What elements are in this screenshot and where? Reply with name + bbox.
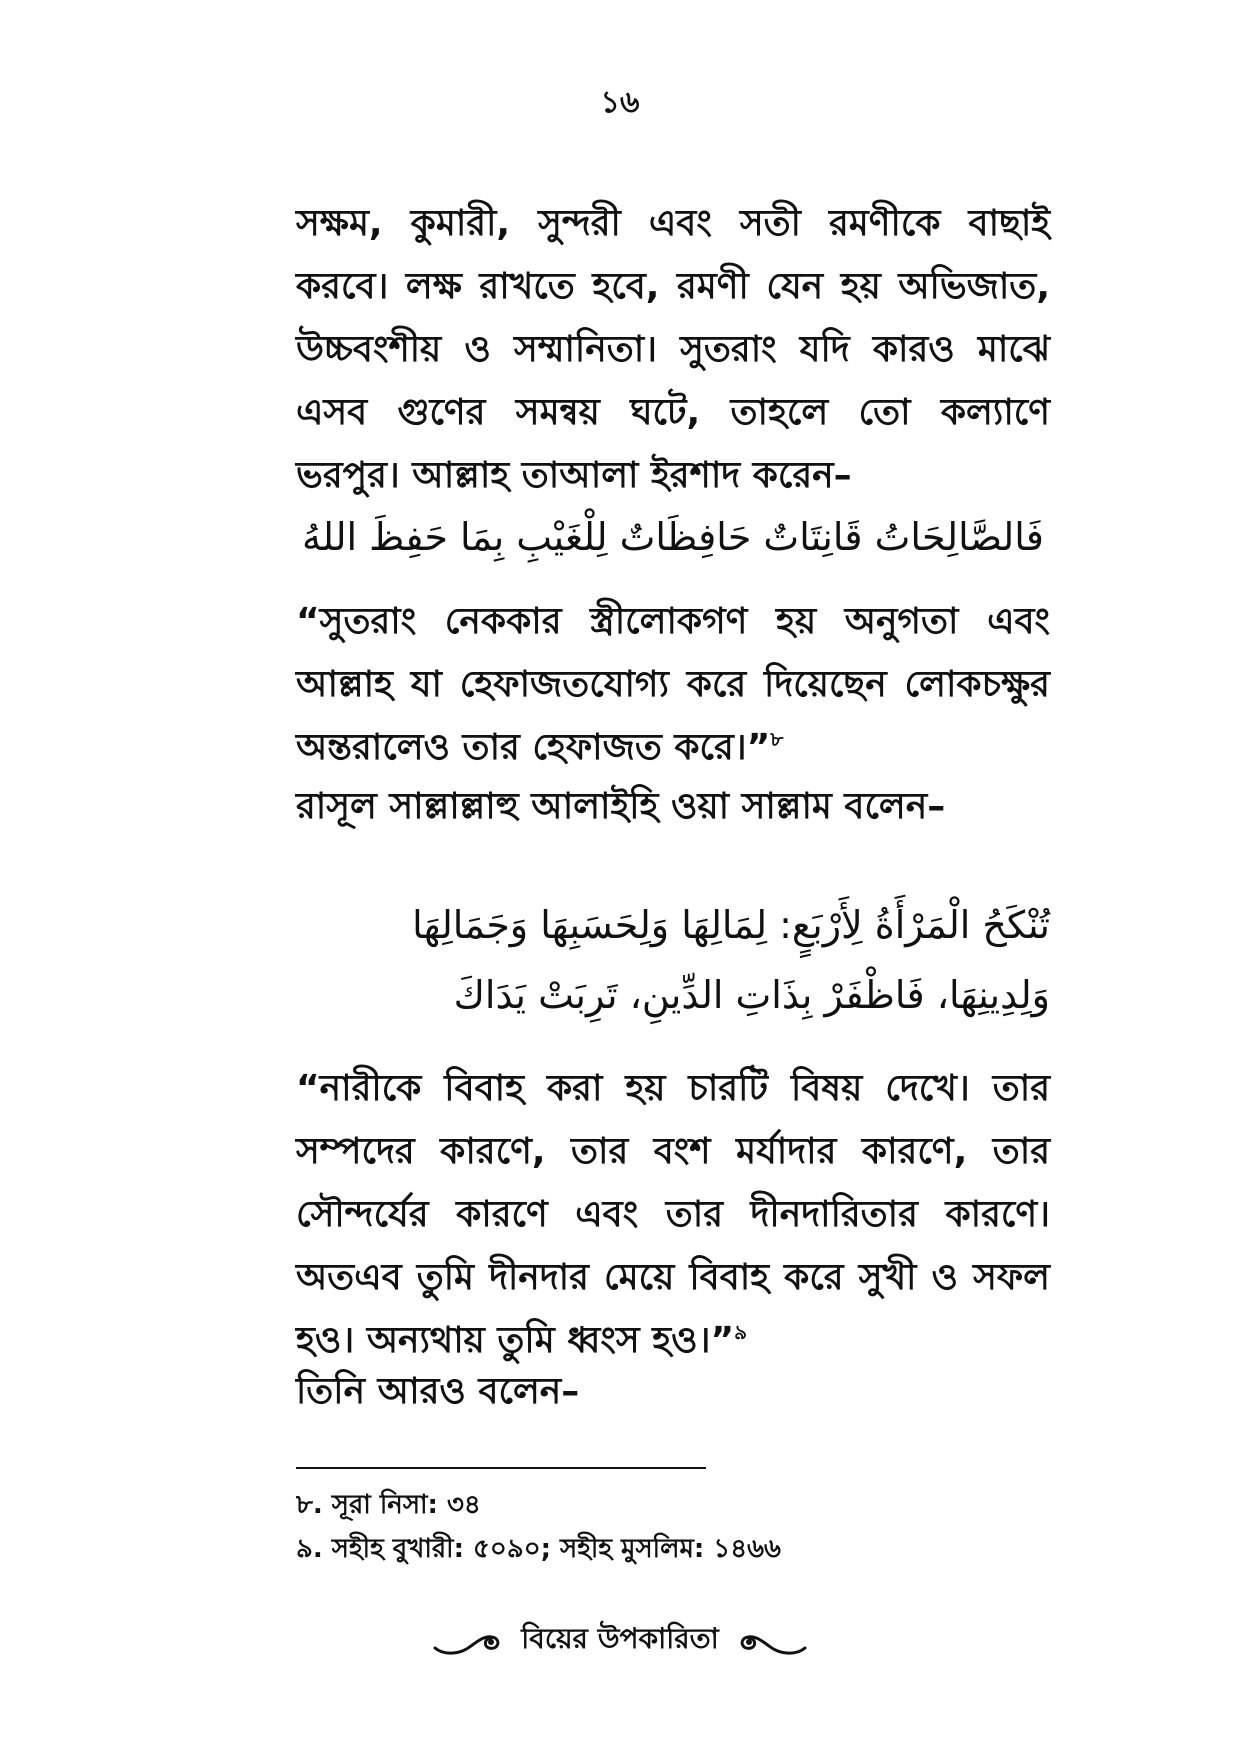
paragraph-intro: সক্ষম, কুমারী, সুন্দরী এবং সতী রমণীকে বাছাই করবে। লক্ষ রাখতে হবে, রমণী যেন হয় অভিজাত, উচ্চবংশীয় ও সম্মানিতা। সুতরাং যদি কারও মাঝে এসব গুণের সমন্বয় ঘটে, তাহলে তো কল্যাণে ভরপুর। আল্লাহ তাআলা ইরশাদ করেন–	[296, 203, 1050, 496]
footer-title: বিয়ের উপকারিতা	[521, 1622, 719, 1655]
hadith-translation-text: “নারীকে বিবাহ করা হয় চারটি বিষয় দেখে। তার সম্পদের কারণে, তার বংশ মর্যাদার কারণে, তার সৌন্দর্যের কারণে এবং তার দীনদারিতার কারণে। অতএব তুমি দীনদার মেয়ে বিবাহ করে সুখী ও সফল হও। অন্যথায় তুমি ধ্বংস হও।”	[296, 1068, 1050, 1361]
page-number: ১৬	[600, 85, 640, 120]
ornament-scroll-icon	[431, 1624, 501, 1658]
arabic-verse-quran: فَالصَّالِحَاتُ قَانِتَاتٌ حَافِظَاتٌ لِلْغَيْبِ بِمَا حَفِظَ اللهُ	[302, 515, 1044, 559]
footnote-marker-9: ৯	[734, 1320, 748, 1344]
verse-translation-text: “সুতরাং নেককার স্ত্রীলোকগণ হয় অনুগতা এবং আল্লাহ যা হেফাজতযোগ্য করে দিয়েছেন লোকচক্ষুর অন্তরালেও তার হেফাজত করে।”	[296, 601, 1050, 768]
ornament-scroll-icon	[739, 1624, 809, 1658]
footnote-divider	[296, 1467, 706, 1469]
paragraph-hadith-translation	[296, 1057, 1050, 1372]
paragraph-hadith-intro: রাসূল সাল্লাল্লাহু আলাইহি ওয়া সাল্লাম বলেন–	[296, 786, 946, 827]
footnote-8: ৮. সূরা নিসা: ৩৪	[296, 1490, 481, 1520]
footnote-9: ৯. সহীহ বুখারী: ৫০৯০; সহীহ মুসলিম: ১৪৬৬	[296, 1534, 781, 1564]
arabic-hadith-text: تُنْكَحُ الْمَرْأَةُ لِأَرْبَعٍ: لِمَالِهَا وَلِحَسَبِهَا وَجَمَالِهَا وَلِدِينِهَا، فَاظْفَرْ بِذَاتِ الدِّينِ، تَرِبَتْ يَدَاكَ	[412, 903, 1050, 1017]
footnote-marker-8: ৮	[770, 727, 784, 751]
paragraph-verse-translation	[296, 590, 1050, 779]
paragraph-closing: তিনি আরও বলেন–	[296, 1371, 580, 1412]
footnotes	[296, 1483, 1050, 1571]
running-footer	[0, 1617, 1240, 1664]
